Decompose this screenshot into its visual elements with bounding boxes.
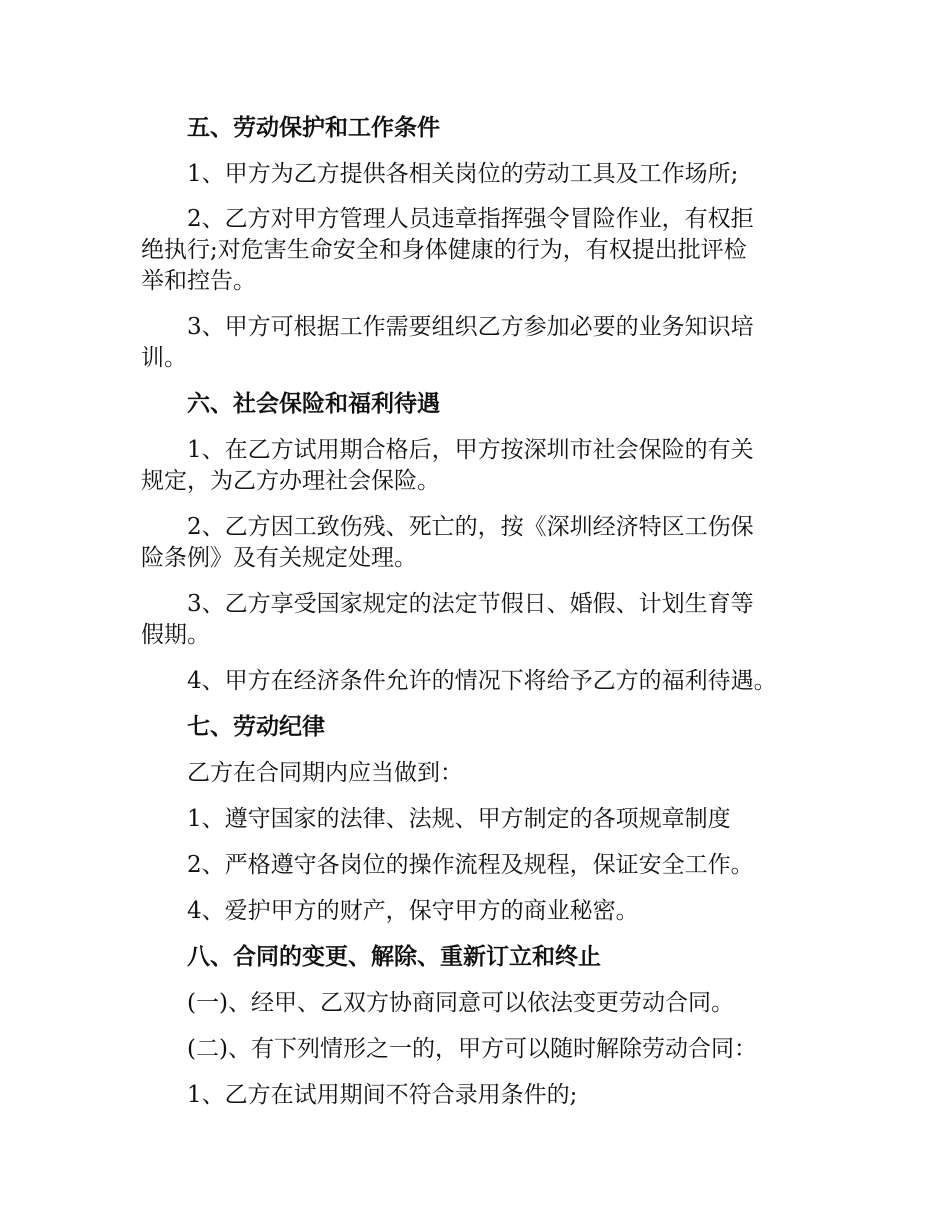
paragraph-line: 3、甲方可根据工作需要组织乙方参加必要的业务知识培 (187, 314, 754, 340)
paragraph-line: 规定，为乙方办理社会保险。 (141, 468, 440, 494)
paragraph-line: 举和控告。 (141, 268, 256, 294)
paragraph-line: 训。 (141, 345, 187, 371)
paragraph-line: 1、乙方在试用期间不符合录用条件的; (187, 1082, 578, 1108)
paragraph-line: 1、遵守国家的法律、法规、甲方制定的各项规章制度 (187, 806, 731, 832)
section-heading-7: 七、劳动纪律 (187, 714, 325, 740)
paragraph-line: 4、甲方在经济条件允许的情况下将给予乙方的福利待遇。 (187, 668, 777, 694)
paragraph-line: 4、爱护甲方的财产，保守甲方的商业秘密。 (187, 898, 639, 924)
paragraph-line: 1、在乙方试用期合格后，甲方按深圳市社会保险的有关 (187, 437, 754, 463)
paragraph-line: 1、甲方为乙方提供各相关岗位的劳动工具及工作场所; (187, 161, 739, 187)
section-heading-5: 五、劳动保护和工作条件 (187, 115, 440, 141)
paragraph-line: 2、乙方对甲方管理人员违章指挥强令冒险作业，有权拒 (187, 206, 754, 232)
paragraph-line: 险条例》及有关规定处理。 (141, 545, 417, 571)
paragraph-line: 假期。 (141, 622, 210, 648)
paragraph-line: 2、严格遵守各岗位的操作流程及规程，保证安全工作。 (187, 852, 754, 878)
paragraph-line: (一)、经甲、乙双方协商同意可以依法变更劳动合同。 (187, 990, 734, 1016)
paragraph-line: 绝执行;对危害生命安全和身体健康的行为，有权提出批评检 (141, 237, 747, 263)
paragraph-line: 乙方在合同期内应当做到： (187, 760, 463, 786)
paragraph-line: 3、乙方享受国家规定的法定节假日、婚假、计划生育等 (187, 591, 754, 617)
section-heading-8: 八、合同的变更、解除、重新订立和终止 (187, 944, 601, 970)
paragraph-line: (二)、有下列情形之一的，甲方可以随时解除劳动合同： (187, 1036, 757, 1062)
section-heading-6: 六、社会保险和福利待遇 (187, 391, 440, 417)
paragraph-line: 2、乙方因工致伤残、死亡的，按《深圳经济特区工伤保 (187, 514, 754, 540)
